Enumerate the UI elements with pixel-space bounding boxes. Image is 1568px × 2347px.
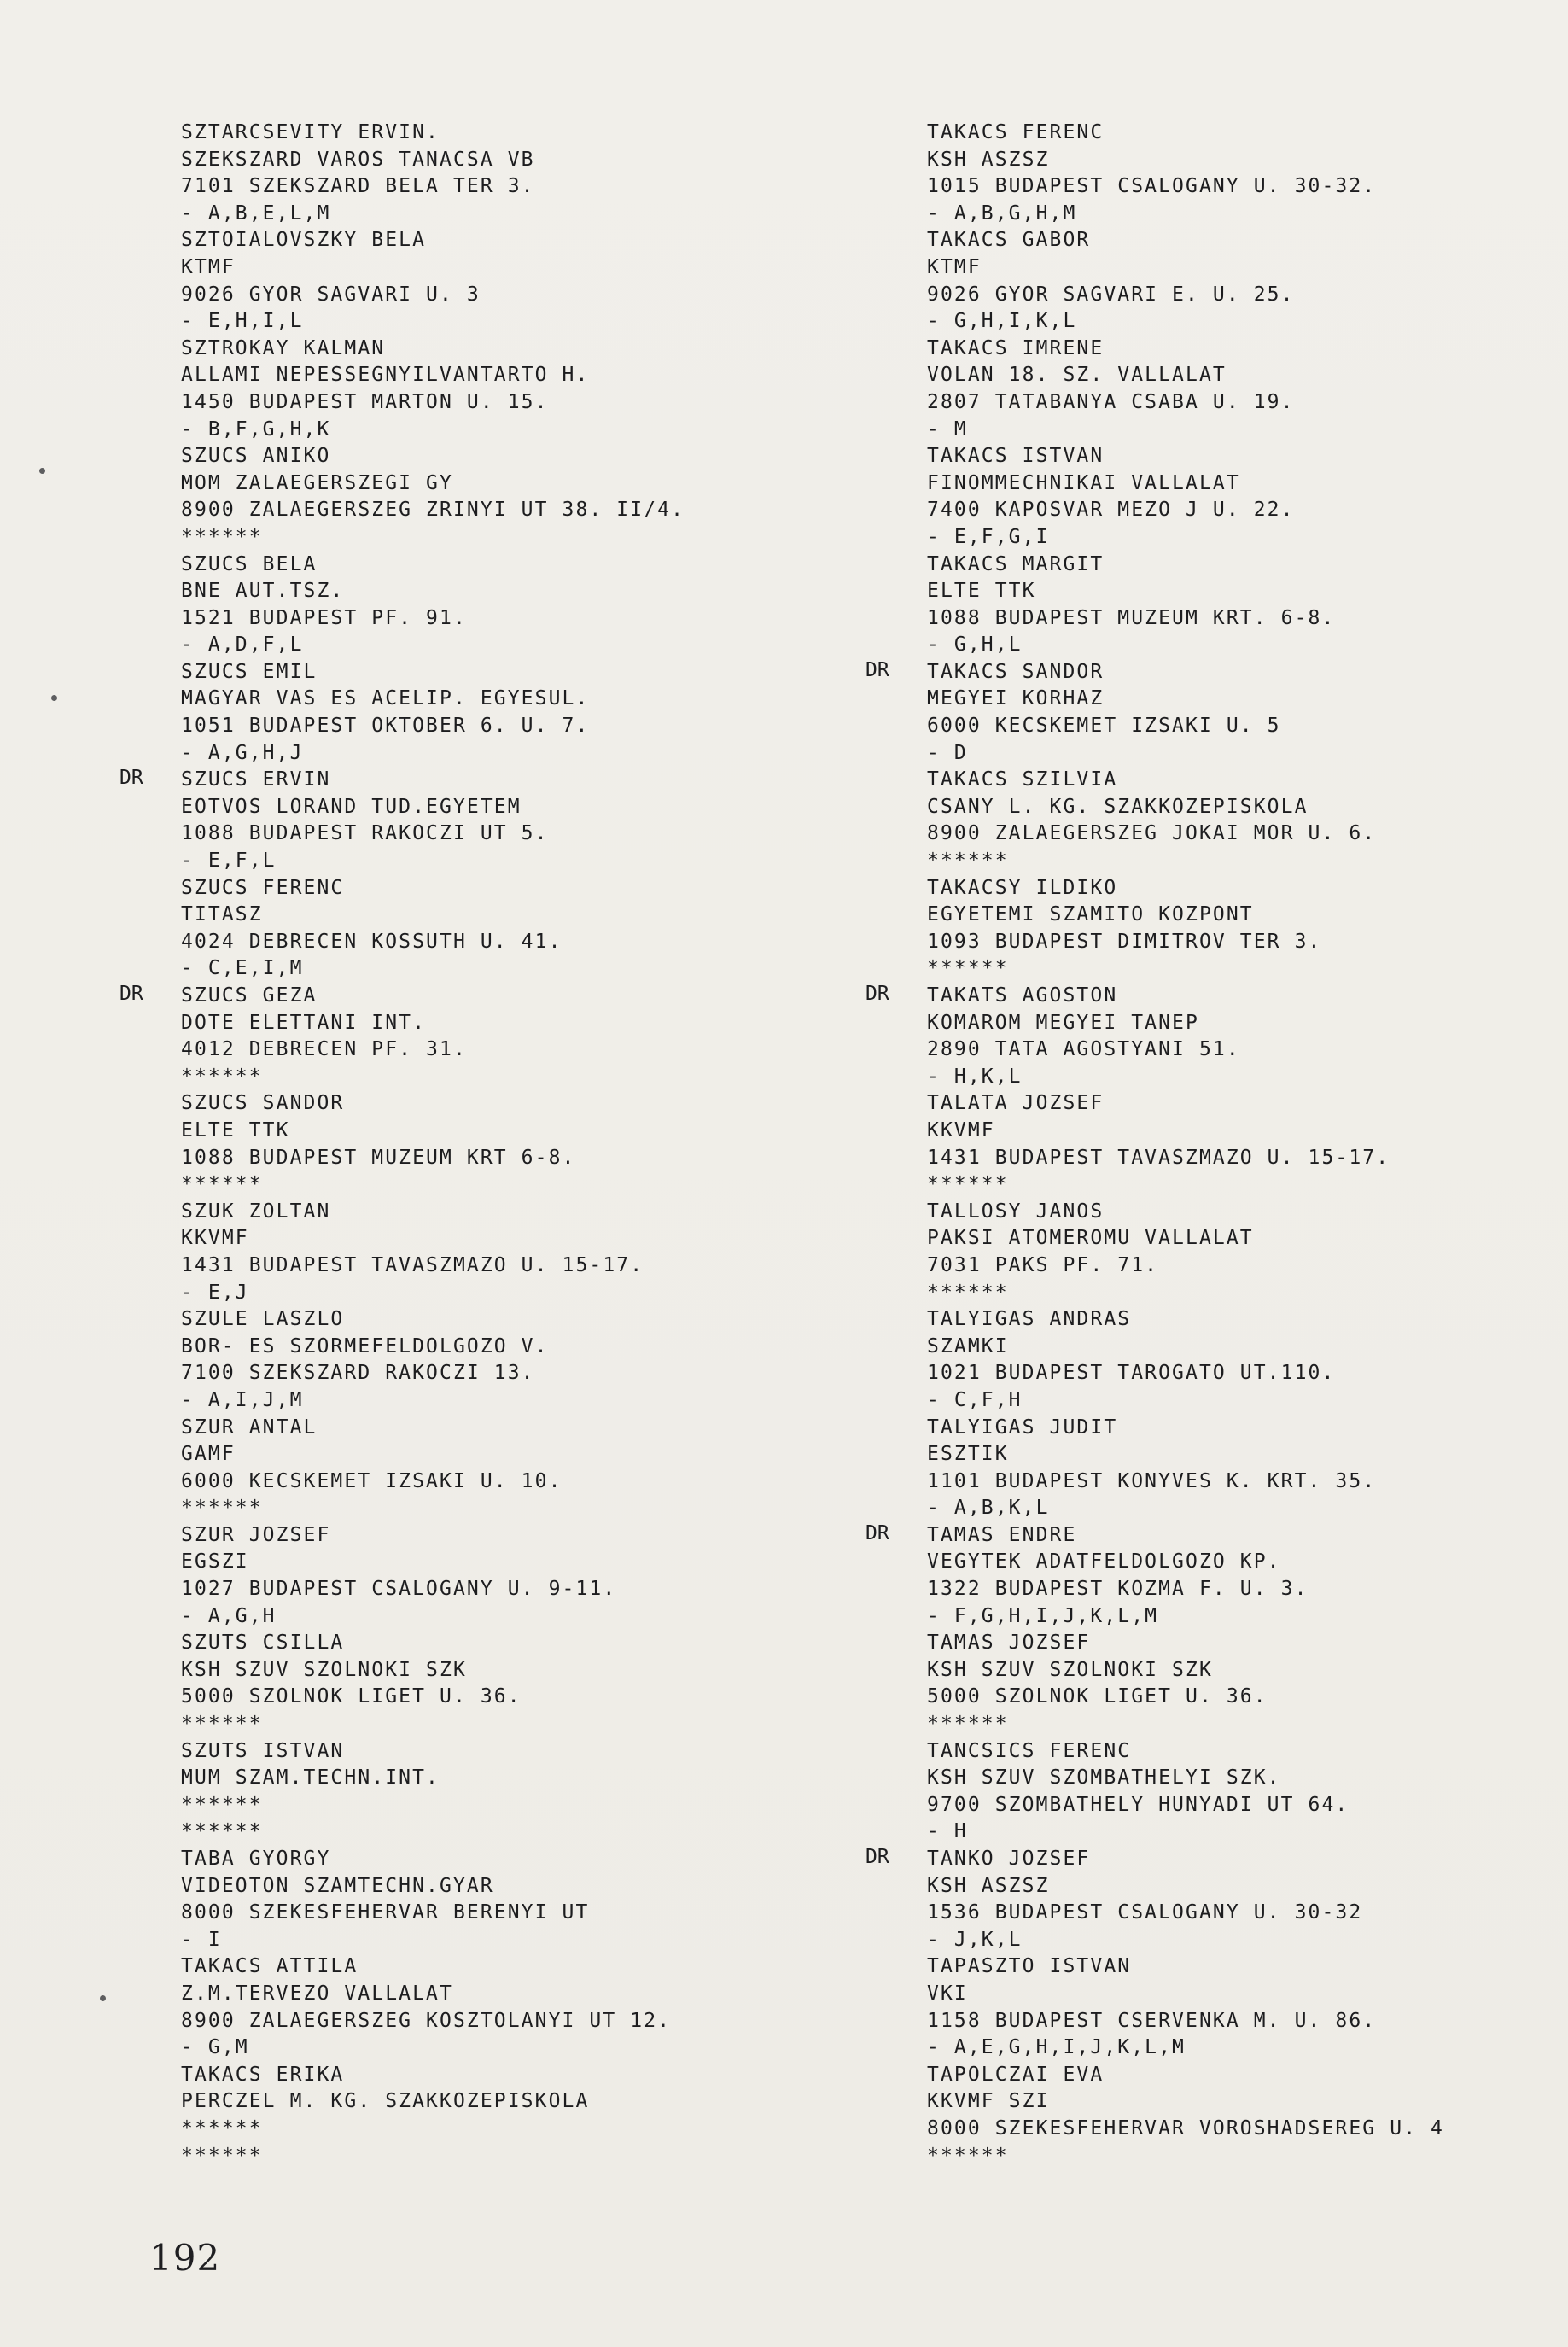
directory-entry (927, 1738, 1559, 1846)
entry-line: ****** (927, 957, 1009, 980)
entry-line: TAKACS ATTILA (181, 1955, 358, 1978)
entry-line: TAPASZTO ISTVAN (927, 1955, 1132, 1978)
entry-line: KTMF (927, 255, 982, 278)
directory-entry (181, 659, 864, 767)
entry-line: - A,B,G,H,M (927, 201, 1077, 225)
directory-entry (181, 1630, 864, 1737)
entry-line: SZUCS ERVIN (181, 768, 331, 791)
entry-line: - I (181, 1928, 222, 1951)
directory-entry (927, 1630, 1559, 1737)
entry-line: 1051 BUDAPEST OKTOBER 6. U. 7. (181, 715, 590, 738)
entry-line: 1431 BUDAPEST TAVASZMAZO U. 15-17. (181, 1253, 644, 1276)
entry-line: KKVMF SZI (927, 2090, 1050, 2113)
entry-line: - C,F,H (927, 1388, 1023, 1411)
directory-entry (181, 1090, 864, 1198)
directory-entry (181, 227, 864, 335)
entry-line: - H,K,L (927, 1065, 1023, 1088)
entry-line: VIDEOTON SZAMTECHN.GYAR (181, 1874, 494, 1897)
entry-line: 1027 BUDAPEST CSALOGANY U. 9-11. (181, 1578, 617, 1601)
entry-line: ****** (181, 1065, 263, 1088)
entry-line: ****** (927, 1281, 1009, 1304)
entry-line: SZUK ZOLTAN (181, 1200, 331, 1223)
directory-entry (927, 875, 1559, 983)
entry-line: 5000 SZOLNOK LIGET U. 36. (927, 1685, 1268, 1708)
entry-line: TAKACS ERIKA (181, 2063, 345, 2086)
directory-entry (119, 767, 864, 874)
left-column (119, 120, 864, 2169)
directory-entry (927, 552, 1559, 659)
directory-entry (181, 552, 864, 659)
entry-line: - D (927, 741, 968, 764)
entry-line: KSH ASZSZ (927, 148, 1050, 171)
entry-line: ELTE TTK (181, 1118, 290, 1141)
entry-line: CSANY L. KG. SZAKKOZEPISKOLA (927, 795, 1309, 818)
entry-line: KSH SZUV SZOMBATHELYI SZK. (927, 1766, 1281, 1789)
entry-line: - G,H,I,K,L (927, 310, 1077, 333)
entry-line: TANKO JOZSEF (927, 1848, 1091, 1870)
entry-line: 1322 BUDAPEST KOZMA F. U. 3. (927, 1578, 1309, 1601)
entry-line: MEGYEI KORHAZ (927, 687, 1105, 710)
entry-line: 4024 DEBRECEN KOSSUTH U. 41. (181, 930, 562, 953)
entry-line: 1450 BUDAPEST MARTON U. 15. (181, 390, 549, 413)
entry-line: 6000 KECSKEMET IZSAKI U. 5 (927, 715, 1281, 738)
entry-line: ****** (181, 525, 263, 548)
directory-entry (927, 1090, 1559, 1198)
entry-line: 1101 BUDAPEST KONYVES K. KRT. 35. (927, 1469, 1377, 1492)
entry-line: TAKACS FERENC (927, 121, 1105, 143)
entry-line: - G,M (181, 2036, 249, 2059)
entry-line: TAKACS ISTVAN (927, 445, 1105, 468)
entry-title: DR (866, 1846, 889, 1868)
directory-entry (181, 1199, 864, 1306)
entry-line: - J,K,L (927, 1928, 1023, 1951)
entry-title: DR (866, 658, 889, 681)
entry-line: EOTVOS LORAND TUD.EGYETEM (181, 795, 522, 818)
directory-entry (927, 767, 1559, 874)
entry-line: - E,H,I,L (181, 310, 304, 333)
entry-line: EGSZI (181, 1550, 249, 1573)
directory-entry (181, 1846, 864, 1953)
entry-line: SZUCS BELA (181, 552, 318, 575)
entry-line: 7031 PAKS PF. 71. (927, 1253, 1159, 1276)
directory-entry (866, 983, 1559, 1090)
entry-line: KSH ASZSZ (927, 1874, 1050, 1897)
entry-line: TAKACS MARGIT (927, 552, 1105, 575)
entry-title: DR (119, 983, 143, 1005)
entry-line: SZUTS ISTVAN (181, 1739, 345, 1762)
directory-entry (866, 658, 1559, 767)
entry-line: ****** (181, 1173, 263, 1196)
directory-entry (927, 336, 1559, 443)
entry-line: KSH SZUV SZOLNOKI SZK (181, 1658, 467, 1681)
entry-line: KSH SZUV SZOLNOKI SZK (927, 1658, 1213, 1681)
entry-line: - A,B,E,L,M (181, 201, 331, 225)
entry-line: KKVMF (181, 1227, 249, 1250)
entry-line: TAKACS IMRENE (927, 336, 1105, 359)
entry-line: - E,F,L (181, 849, 277, 873)
entry-line: PAKSI ATOMEROMU VALLALAT (927, 1227, 1254, 1250)
directory-entry (927, 227, 1559, 335)
entry-line: SZTROKAY KALMAN (181, 336, 386, 359)
entry-line: SZULE LASZLO (181, 1308, 345, 1331)
entry-line: ****** (181, 2144, 263, 2167)
entry-line: SZUCS SANDOR (181, 1092, 345, 1115)
entry-line: ****** (927, 849, 1009, 873)
directory-entry (927, 443, 1559, 551)
directory-entry (181, 1415, 864, 1522)
entry-line: TANCSICS FERENC (927, 1739, 1132, 1762)
entry-line: SZUCS GEZA (181, 984, 318, 1007)
directory-entry (927, 1953, 1559, 2061)
entry-line: 1088 BUDAPEST RAKOCZI UT 5. (181, 822, 549, 845)
entry-line: VOLAN 18. SZ. VALLALAT (927, 364, 1227, 387)
entry-line: TAKACSY ILDIKO (927, 876, 1118, 899)
entry-line: SZAMKI (927, 1334, 1009, 1357)
entry-line: ****** (927, 1173, 1009, 1196)
directory-entry (927, 1199, 1559, 1306)
entry-line: EGYETEMI SZAMITO KOZPONT (927, 903, 1254, 926)
entry-line: TAKACS GABOR (927, 229, 1091, 252)
entry-line: BOR- ES SZORMEFELDOLGOZO V. (181, 1334, 549, 1357)
entry-line: SZUR JOZSEF (181, 1523, 331, 1546)
entry-line: SZEKSZARD VAROS TANACSA VB (181, 148, 535, 171)
entry-line: TALYIGAS JUDIT (927, 1416, 1118, 1439)
entry-line: 1093 BUDAPEST DIMITROV TER 3. (927, 930, 1322, 953)
entry-line: - F,G,H,I,J,K,L,M (927, 1604, 1159, 1627)
entry-line: ELTE TTK (927, 580, 1036, 603)
entry-line: ****** (927, 2144, 1009, 2167)
entry-line: KKVMF (927, 1118, 995, 1141)
entry-line: ****** (181, 2116, 263, 2140)
entry-line: MOM ZALAEGERSZEGI GY (181, 471, 453, 494)
margin-dot (51, 695, 57, 701)
entry-line: VKI (927, 1982, 968, 2005)
entry-line: VEGYTEK ADATFELDOLGOZO KP. (927, 1550, 1281, 1573)
entry-line: Z.M.TERVEZO VALLALAT (181, 1982, 453, 2005)
directory-entry (119, 983, 864, 1090)
entry-title: DR (866, 1521, 889, 1544)
entry-line: 8000 SZEKESFEHERVAR BERENYI UT (181, 1901, 590, 1924)
directory-entry (927, 1306, 1559, 1414)
entry-line: - A,I,J,M (181, 1388, 304, 1411)
entry-line: ****** (181, 1713, 263, 1736)
entry-line: - G,H,L (927, 633, 1023, 657)
entry-line: 1088 BUDAPEST MUZEUM KRT 6-8. (181, 1146, 576, 1169)
entry-line: 7101 SZEKSZARD BELA TER 3. (181, 175, 535, 198)
entry-line: 1021 BUDAPEST TAROGATO UT.110. (927, 1362, 1336, 1385)
directory-entry (927, 120, 1559, 227)
entry-line: BNE AUT.TSZ. (181, 580, 345, 603)
entry-title: DR (119, 767, 143, 790)
directory-entry (866, 1846, 1559, 1953)
entry-line: ****** (181, 1497, 263, 1520)
entry-line: 6000 KECSKEMET IZSAKI U. 10. (181, 1469, 562, 1492)
entry-line: - A,E,G,H,I,J,K,L,M (927, 2036, 1186, 2059)
entry-line: 8900 ZALAEGERSZEG ZRINYI UT 38. II/4. (181, 499, 685, 522)
entry-line: 5000 SZOLNOK LIGET U. 36. (181, 1685, 522, 1708)
entry-line: 8900 ZALAEGERSZEG JOKAI MOR U. 6. (927, 822, 1377, 845)
entry-line: DOTE ELETTANI INT. (181, 1011, 427, 1034)
directory-entry (927, 2062, 1559, 2169)
entry-line: TAMAS ENDRE (927, 1523, 1077, 1546)
entry-line: TAKACS SANDOR (927, 660, 1105, 683)
directory-entry (181, 1738, 864, 1846)
entry-line: SZUCS FERENC (181, 876, 345, 899)
entry-line: 1015 BUDAPEST CSALOGANY U. 30-32. (927, 175, 1377, 198)
entry-line: 1521 BUDAPEST PF. 91. (181, 606, 467, 629)
directory-entry (181, 2062, 864, 2169)
entry-line: TABA GYORGY (181, 1848, 331, 1870)
directory-entry (181, 875, 864, 983)
entry-line: SZTARCSEVITY ERVIN. (181, 121, 440, 143)
directory-entry (181, 443, 864, 551)
entry-line: 1158 BUDAPEST CSERVENKA M. U. 86. (927, 2009, 1377, 2032)
entry-line: - E,J (181, 1281, 249, 1304)
entry-line: PERCZEL M. KG. SZAKKOZEPISKOLA (181, 2090, 590, 2113)
entry-line: SZUR ANTAL (181, 1416, 318, 1439)
entry-line: TAKATS AGOSTON (927, 984, 1118, 1007)
entry-line: 8000 SZEKESFEHERVAR VOROSHADSEREG U. 4 (927, 2116, 1444, 2140)
directory-entry (927, 1415, 1559, 1522)
entry-line: 4012 DEBRECEN PF. 31. (181, 1038, 467, 1061)
directory-entry (181, 1522, 864, 1630)
entry-line: ESZTIK (927, 1443, 1009, 1466)
entry-title: DR (866, 983, 889, 1005)
entry-line: 7400 KAPOSVAR MEZO J U. 22. (927, 499, 1295, 522)
entry-line: 1431 BUDAPEST TAVASZMAZO U. 15-17. (927, 1146, 1390, 1169)
entry-line: TALLOSY JANOS (927, 1200, 1105, 1223)
entry-line: - A,G,H,J (181, 741, 304, 764)
entry-line: TALATA JOZSEF (927, 1092, 1105, 1115)
entry-line: MUM SZAM.TECHN.INT. (181, 1766, 440, 1789)
entry-line: - A,B,K,L (927, 1497, 1050, 1520)
entry-line: 1536 BUDAPEST CSALOGANY U. 30-32 (927, 1901, 1363, 1924)
entry-line: GAMF (181, 1443, 236, 1466)
right-column (866, 120, 1559, 2169)
entry-line: ****** (927, 1713, 1009, 1736)
entry-line: - C,E,I,M (181, 957, 304, 980)
entry-line: ALLAMI NEPESSEGNYILVANTARTO H. (181, 364, 590, 387)
entry-line: 9700 SZOMBATHELY HUNYADI UT 64. (927, 1793, 1349, 1816)
directory-entry (866, 1521, 1559, 1630)
entry-line: TALYIGAS ANDRAS (927, 1308, 1132, 1331)
entry-line: 8900 ZALAEGERSZEG KOSZTOLANYI UT 12. (181, 2009, 672, 2032)
margin-dot (100, 1995, 106, 2001)
entry-line: SZUCS EMIL (181, 660, 318, 683)
entry-line: - B,F,G,H,K (181, 417, 331, 441)
entry-line: - E,F,G,I (927, 525, 1050, 548)
directory-entry (181, 336, 864, 443)
entry-line: - H (927, 1820, 968, 1843)
margin-dot (39, 468, 45, 474)
entry-line: - A,G,H (181, 1604, 277, 1627)
entry-line: 7100 SZEKSZARD RAKOCZI 13. (181, 1362, 535, 1385)
entry-line: SZUTS CSILLA (181, 1632, 345, 1655)
directory-entry (181, 1306, 864, 1414)
entry-line: TAPOLCZAI EVA (927, 2063, 1105, 2086)
entry-line: 9026 GYOR SAGVARI E. U. 25. (927, 283, 1295, 306)
entry-line: KTMF (181, 255, 236, 278)
page-number: 192 (149, 2237, 221, 2279)
entry-line: 1088 BUDAPEST MUZEUM KRT. 6-8. (927, 606, 1336, 629)
entry-line: ****** (181, 1793, 263, 1816)
entry-line: TAMAS JOZSEF (927, 1632, 1091, 1655)
entry-line: SZTOIALOVSZKY BELA (181, 229, 427, 252)
directory-entry (181, 1953, 864, 2061)
entry-line: ****** (181, 1820, 263, 1843)
entry-line: TITASZ (181, 903, 263, 926)
entry-line: TAKACS SZILVIA (927, 768, 1118, 791)
entry-line: SZUCS ANIKO (181, 445, 331, 468)
entry-line: MAGYAR VAS ES ACELIP. EGYESUL. (181, 687, 590, 710)
entry-line: - M (927, 417, 968, 441)
entry-line: 2807 TATABANYA CSABA U. 19. (927, 390, 1295, 413)
entry-line: KOMAROM MEGYEI TANEP (927, 1011, 1199, 1034)
entry-line: - A,D,F,L (181, 633, 304, 657)
directory-entry (181, 120, 864, 227)
entry-line: FINOMMECHNIKAI VALLALAT (927, 471, 1240, 494)
entry-line: 2890 TATA AGOSTYANI 51. (927, 1038, 1240, 1061)
entry-line: 9026 GYOR SAGVARI U. 3 (181, 283, 481, 306)
